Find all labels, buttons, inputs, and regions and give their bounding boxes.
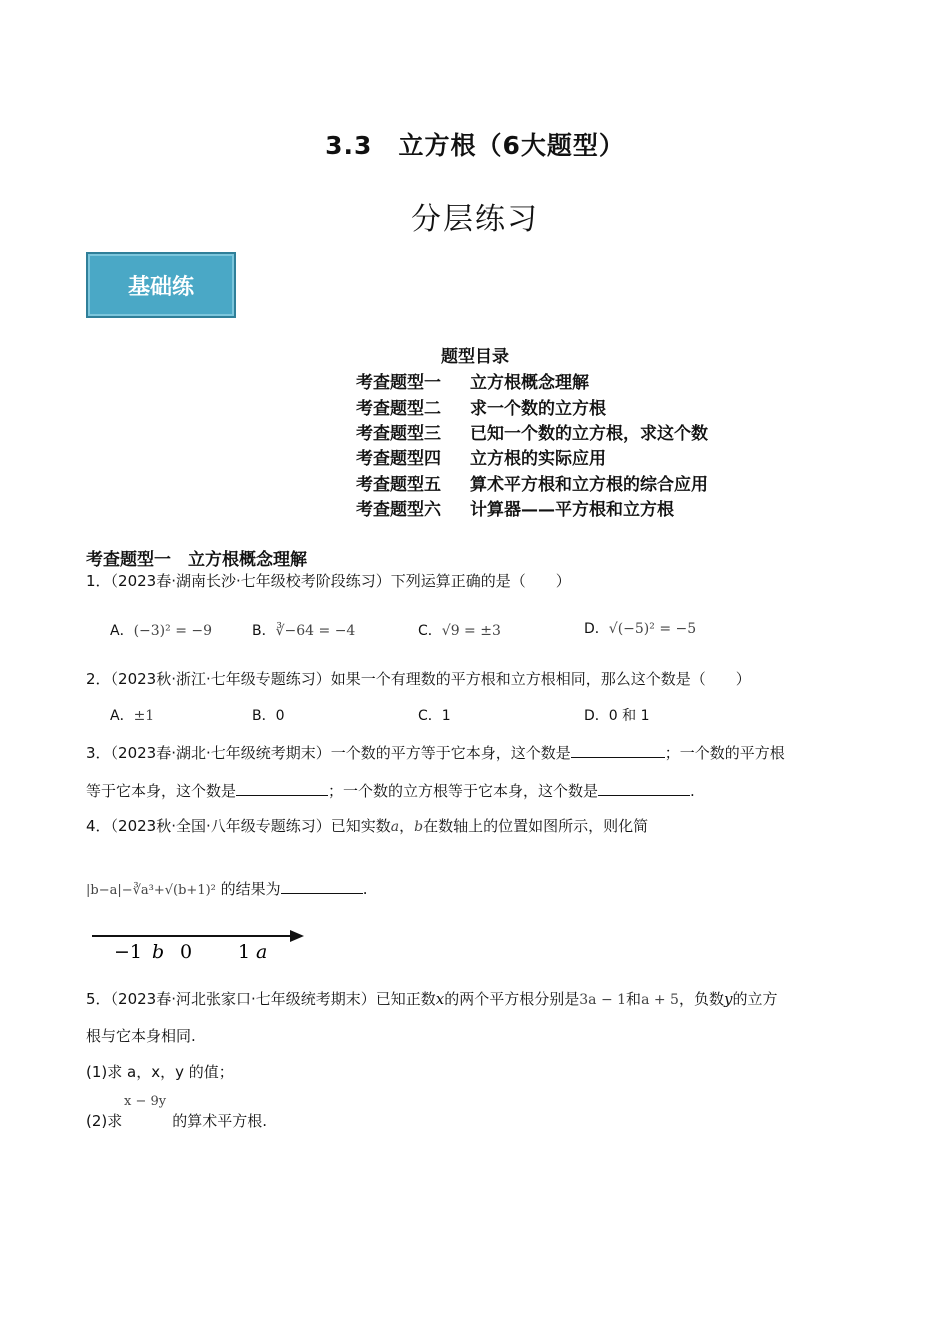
toc-item-label: 算术平方根和立方根的综合应用	[470, 475, 708, 495]
toc-item-key: 考查题型三	[356, 424, 441, 444]
q5-expr-2: a + 5	[641, 992, 679, 1008]
tick-1: 1	[238, 941, 251, 963]
question-1-stem: 1．（2023春·湖南长沙·七年级校考阶段练习）下列运算正确的是（ ）	[86, 572, 571, 590]
number-line	[88, 922, 312, 966]
toc-item	[356, 394, 606, 419]
q2-option-d	[584, 705, 650, 725]
q5-text: 和	[626, 990, 642, 1008]
tick-b: b	[152, 941, 165, 963]
option-letter: A．	[110, 708, 134, 724]
question-4-line-2	[86, 877, 367, 902]
toc-item	[356, 470, 708, 495]
q3-text: 3．（2023春·湖北·七年级统考期末）一个数的平方等于它本身，这个数是	[86, 744, 571, 762]
q4-text: .	[362, 880, 368, 898]
q5-text: 的算术平方根.	[172, 1112, 268, 1130]
q5-text: 5．（2023春·河北张家口·七年级统考期末）已知正数	[86, 990, 436, 1008]
page-title: 3.3 立方根（6大题型）	[325, 131, 625, 160]
toc-item-key: 考查题型六	[356, 500, 441, 520]
toc-item-key: 考查题型五	[356, 475, 441, 495]
option-expr: √(−5)² = −5	[608, 621, 697, 637]
q5-expr-1: 3a − 1	[579, 992, 627, 1008]
question-3-line-2	[86, 779, 695, 802]
answer-blank[interactable]	[571, 741, 665, 758]
option-expr: 0 和 1	[608, 708, 650, 724]
answer-blank[interactable]	[281, 877, 363, 894]
q4-text: 在数轴上的位置如图所示，则化简	[423, 817, 649, 835]
tick-a: a	[256, 941, 268, 963]
toc-item-label: 已知一个数的立方根，求这个数	[470, 424, 708, 444]
q5-text: (2)求	[86, 1112, 123, 1130]
tick-minus-1: −1	[114, 941, 143, 963]
option-expr: (−3)² = −9	[133, 623, 213, 639]
basic-practice-badge: 基础练	[86, 252, 236, 318]
answer-blank[interactable]	[236, 779, 328, 796]
q1-option-c	[418, 620, 501, 640]
option-letter: C．	[418, 708, 442, 724]
toc-item-key: 考查题型四	[356, 449, 441, 469]
question-5-sub-2	[86, 1110, 267, 1132]
var-y: y	[723, 990, 733, 1008]
var-x: x	[435, 990, 445, 1008]
q3-text: .	[690, 782, 695, 800]
q3-text: ；一个数的平方根	[664, 744, 785, 762]
option-expr: 0	[275, 708, 285, 724]
question-2-stem: 2．（2023秋·浙江·七年级专题练习）如果一个有理数的平方根和立方根相同，那么这个数是（ ）	[86, 670, 751, 688]
question-5-sub-1: (1)求 a，x，y 的值；	[86, 1063, 234, 1081]
q5-text: ，负数	[678, 990, 724, 1008]
toc-item-label: 立方根的实际应用	[470, 449, 606, 469]
var-b: b	[414, 819, 424, 835]
toc-item-label: 立方根概念理解	[470, 373, 589, 393]
question-5-line-2: 根与它本身相同.	[86, 1027, 196, 1045]
toc-item	[356, 419, 708, 444]
question-4-line-1	[86, 815, 648, 838]
answer-blank[interactable]	[598, 779, 690, 796]
toc-item-key: 考查题型一	[356, 373, 441, 393]
toc-item-label: 求一个数的立方根	[470, 399, 606, 419]
question-5-line-1	[86, 988, 777, 1011]
toc-item	[356, 444, 606, 469]
q3-text: ；一个数的立方根等于它本身，这个数是	[328, 782, 599, 800]
q1-option-a	[110, 620, 212, 640]
option-letter: A．	[110, 623, 134, 639]
q4-text: 4．（2023秋·全国·八年级专题练习）已知实数	[86, 817, 391, 835]
option-expr: ∛−64 = −4	[275, 623, 356, 639]
number-line-arrow	[290, 930, 304, 942]
option-letter: D．	[584, 621, 609, 637]
option-expr: √9 = ±3	[441, 623, 501, 639]
q4-text: ，	[399, 817, 415, 835]
option-letter: B．	[252, 708, 276, 724]
page-subtitle: 分层练习	[411, 202, 539, 237]
q5-sub2-expression: x − 9y	[124, 1094, 167, 1109]
var-a: a	[390, 819, 400, 835]
option-expr: ±1	[133, 708, 155, 724]
option-expr: 1	[441, 708, 451, 724]
toc-item	[356, 495, 674, 520]
q5-text: 的立方	[732, 990, 778, 1008]
q3-text: 等于它本身，这个数是	[86, 782, 237, 800]
q2-option-c	[418, 705, 451, 725]
question-3-line-1	[86, 741, 785, 764]
q4-expression: |b−a|−∛a³+√(b+1)²	[86, 883, 216, 898]
q5-text: 的两个平方根分别是	[444, 990, 580, 1008]
toc-item	[356, 368, 589, 393]
option-letter: D．	[584, 708, 609, 724]
q2-option-a	[110, 705, 154, 725]
q1-option-b	[252, 620, 355, 640]
option-letter: B．	[252, 623, 276, 639]
toc-item-label: 计算器——平方根和立方根	[470, 500, 674, 520]
option-letter: C．	[418, 623, 442, 639]
q1-option-d	[584, 618, 696, 638]
toc-heading: 题型目录	[441, 347, 509, 367]
tick-0: 0	[180, 941, 193, 963]
toc-item-key: 考查题型二	[356, 399, 441, 419]
q2-option-b	[252, 705, 285, 725]
section-heading: 考查题型一 立方根概念理解	[86, 550, 307, 570]
q4-text: 的结果为	[220, 880, 281, 898]
